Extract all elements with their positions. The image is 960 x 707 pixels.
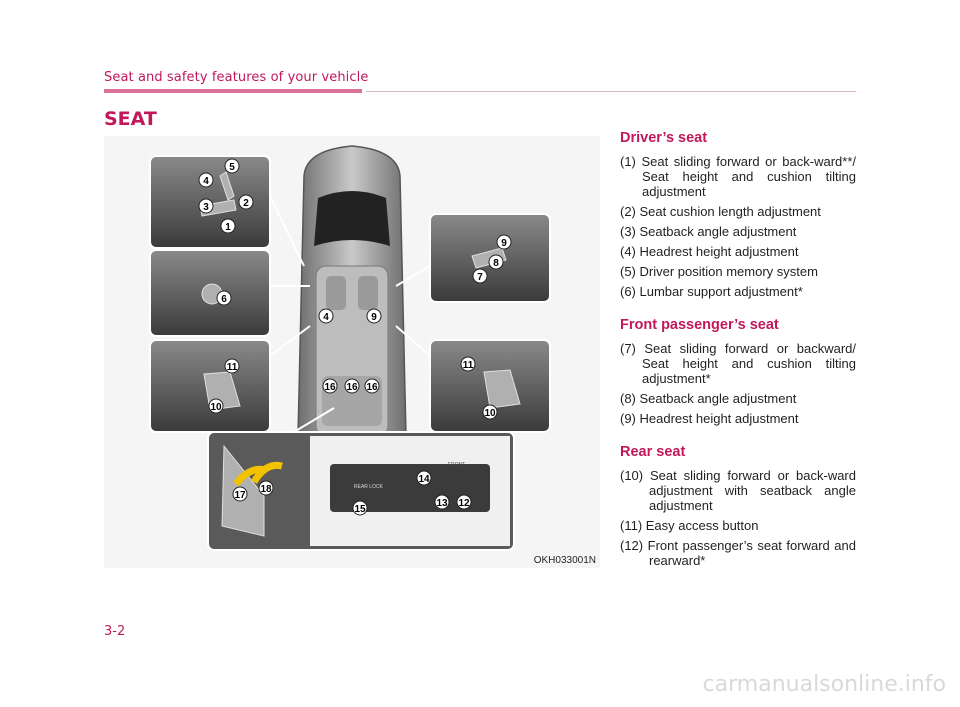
svg-text:3: 3: [203, 202, 209, 213]
seat-illustration: [104, 136, 600, 568]
text-column: [620, 130, 856, 586]
svg-text:5: 5: [229, 162, 235, 173]
seat-controls-figure: [104, 136, 600, 568]
svg-text:13: 13: [436, 498, 448, 509]
callout-16b: [345, 379, 359, 393]
svg-text:11: 11: [462, 360, 474, 371]
list-item: (9) Headrest height adjustment: [620, 411, 799, 426]
svg-text:16: 16: [346, 382, 358, 393]
callout-12: [457, 495, 471, 509]
callout-11-left: [225, 359, 239, 373]
callout-8: [489, 255, 503, 269]
callout-18: [259, 481, 273, 495]
list-item: (10) Seat sliding forward or back-ward adjustment with seatback angle adjustment: [620, 468, 856, 513]
svg-text:4: 4: [203, 176, 209, 187]
callout-3: [199, 199, 213, 213]
callout-5: [225, 159, 239, 173]
svg-text:16: 16: [366, 382, 378, 393]
svg-text:8: 8: [493, 258, 499, 269]
svg-text:14: 14: [418, 474, 430, 485]
svg-text:9: 9: [501, 238, 507, 249]
list-item: (7) Seat sliding forward or backward/ Seat height and cushion tilting adjustment*: [620, 341, 856, 386]
svg-text:10: 10: [484, 408, 496, 419]
callout-16c: [365, 379, 379, 393]
svg-text:15: 15: [354, 504, 366, 515]
list-item: (2) Seat cushion length adjustment: [620, 204, 821, 219]
svg-text:16: 16: [324, 382, 336, 393]
svg-text:11: 11: [226, 362, 238, 373]
svg-text:4: 4: [323, 312, 329, 323]
running-header: Seat and safety features of your vehicle: [104, 70, 369, 85]
callout-4b: [319, 309, 333, 323]
callout-13: [435, 495, 449, 509]
svg-text:2: 2: [243, 198, 249, 209]
watermark: carmanualsonline.info: [702, 672, 946, 697]
svg-text:12: 12: [458, 498, 470, 509]
callout-2: [239, 195, 253, 209]
callout-9b: [367, 309, 381, 323]
panel-rear-lock-label: REAR LOCK: [354, 484, 383, 490]
callout-15: [353, 501, 367, 515]
callout-10-right: [483, 405, 497, 419]
svg-text:18: 18: [260, 484, 272, 495]
list-item: (12) Front passenger’s seat forward and rearward*: [620, 538, 856, 568]
list-item: (5) Driver position memory system: [620, 264, 818, 279]
callout-14: [417, 471, 431, 485]
list-item: (11) Easy access button: [620, 518, 759, 533]
list-drivers-seat: [620, 154, 856, 299]
callout-10-left: [209, 399, 223, 413]
panel-front-label: FRONT: [448, 462, 466, 468]
figure-code: OKH033001N: [533, 555, 596, 566]
section-title: SEAT: [104, 108, 157, 130]
callout-17: [233, 487, 247, 501]
list-rear-seat: [620, 468, 856, 568]
list-item: (8) Seatback angle adjustment: [620, 391, 797, 406]
callout-11-right: [461, 357, 475, 371]
callout-4: [199, 173, 213, 187]
list-item: (4) Headrest height adjustment: [620, 244, 799, 259]
svg-text:1: 1: [225, 222, 231, 233]
heading-front-passenger-seat: Front passenger’s seat: [620, 317, 779, 333]
callout-6: [217, 291, 231, 305]
svg-text:9: 9: [371, 312, 377, 323]
list-front-passenger-seat: [620, 341, 856, 426]
callout-9: [497, 235, 511, 249]
header-accent-bar: [104, 89, 362, 93]
heading-drivers-seat: Driver’s seat: [620, 130, 708, 146]
svg-text:17: 17: [234, 490, 246, 501]
list-item: (1) Seat sliding forward or back-ward**/ Seat height and cushion tilting adjustment: [620, 154, 856, 199]
svg-text:6: 6: [221, 294, 227, 305]
svg-text:7: 7: [477, 272, 483, 283]
svg-text:10: 10: [210, 402, 222, 413]
header-rule: [366, 91, 856, 92]
callout-16a: [323, 379, 337, 393]
heading-rear-seat: Rear seat: [620, 444, 686, 460]
page-number: 3-2: [104, 624, 126, 639]
list-item: (6) Lumbar support adjustment*: [620, 284, 803, 299]
callout-7: [473, 269, 487, 283]
callout-1: [221, 219, 235, 233]
list-item: (3) Seatback angle adjustment: [620, 224, 797, 239]
car-top-view: [298, 146, 406, 450]
